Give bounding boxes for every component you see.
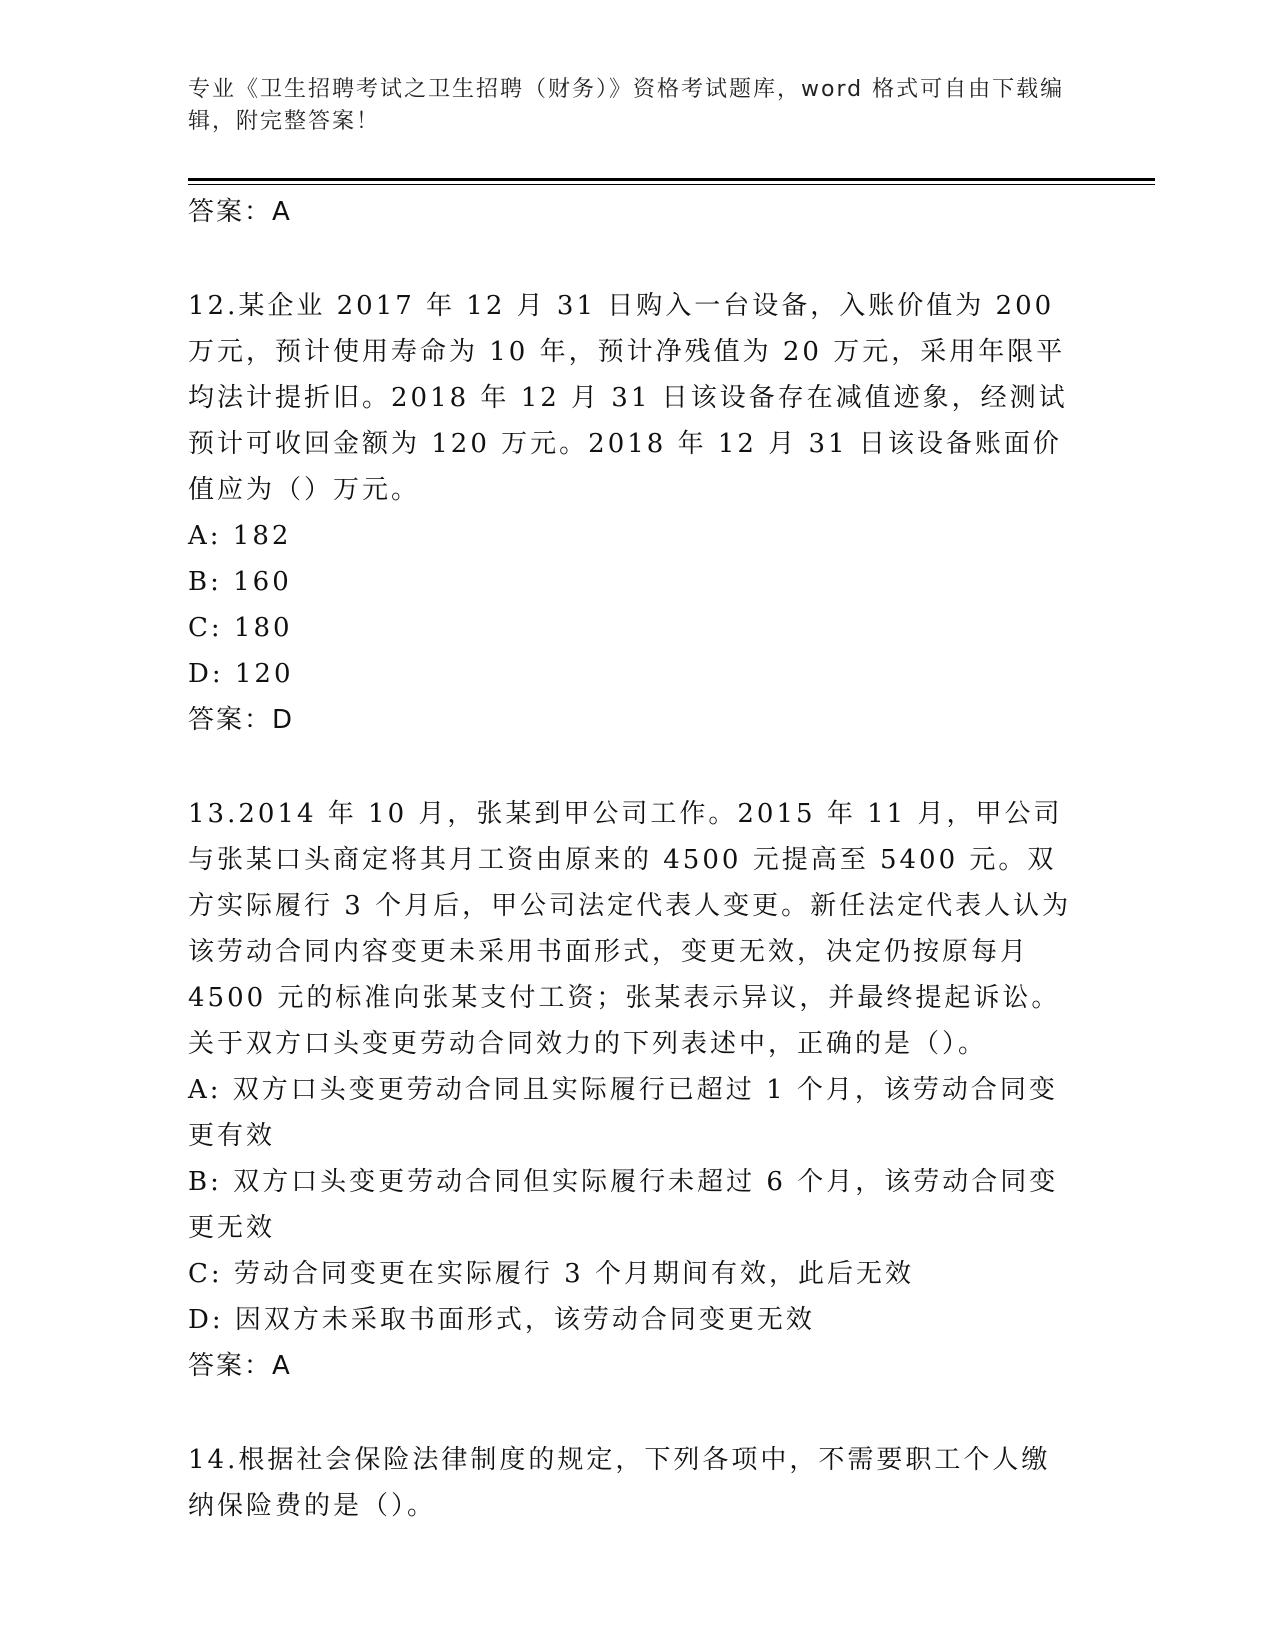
question-text: 13.2014 年 10 月，张某到甲公司工作。2015 年 11 月，甲公司与张某口头商定将其月工资由原来的 4500 元提高至 5400 元。双方实际履行 3 个月后，甲公司法定代表人变更。新任法定代表人认为该劳动合同内容变更未采用书面形式，变更无效，决定仍按原每月 4500 元的标准向张某支付工资；张某表示异议，并最终提起诉讼。关于双方口头变更劳动合同效力的下列表述中，正确的是（）。 (188, 799, 1072, 1059)
option-d: D: 因双方未采取书面形式，该劳动合同变更无效 (188, 1305, 815, 1335)
document-header: 专业《卫生招聘考试之卫生招聘（财务）》资格考试题库，word 格式可自由下载编辑，附完整答案！ (188, 77, 1065, 134)
document-body (188, 189, 1088, 1529)
header-divider-thick (188, 178, 1155, 181)
answer: 答案：A (188, 1351, 292, 1381)
question-text: 14.根据社会保险法律制度的规定，下列各项中，不需要职工个人缴纳保险费的是（）。 (188, 1445, 1051, 1521)
option-b: B: 160 (188, 567, 292, 597)
option-b: B: 双方口头变更劳动合同但实际履行未超过 6 个月，该劳动合同变更无效 (188, 1167, 1059, 1243)
question-text: 12.某企业 2017 年 12 月 31 日购入一台设备，入账价值为 200 万元，预计使用寿命为 10 年，预计净残值为 20 万元，采用年限平均法计提折旧。2018 年 12 月 31 日该设备存在减值迹象，经测试预计可收回金额为 120 万元。2018 年 12 月 31 日该设备账面价值应为（）万元。 (188, 291, 1068, 505)
option-a: A: 182 (188, 521, 292, 551)
header-divider-thin (188, 184, 1155, 185)
question-12 (188, 283, 1088, 743)
option-d: D: 120 (188, 659, 294, 689)
previous-answer: 答案：A (188, 197, 292, 227)
question-13 (188, 791, 1088, 1389)
option-c: C: 180 (188, 613, 293, 643)
option-a: A: 双方口头变更劳动合同且实际履行已超过 1 个月，该劳动合同变更有效 (188, 1075, 1058, 1151)
option-c: C: 劳动合同变更在实际履行 3 个月期间有效，此后无效 (188, 1259, 914, 1289)
answer: 答案：D (188, 705, 295, 735)
question-14 (188, 1437, 1088, 1529)
